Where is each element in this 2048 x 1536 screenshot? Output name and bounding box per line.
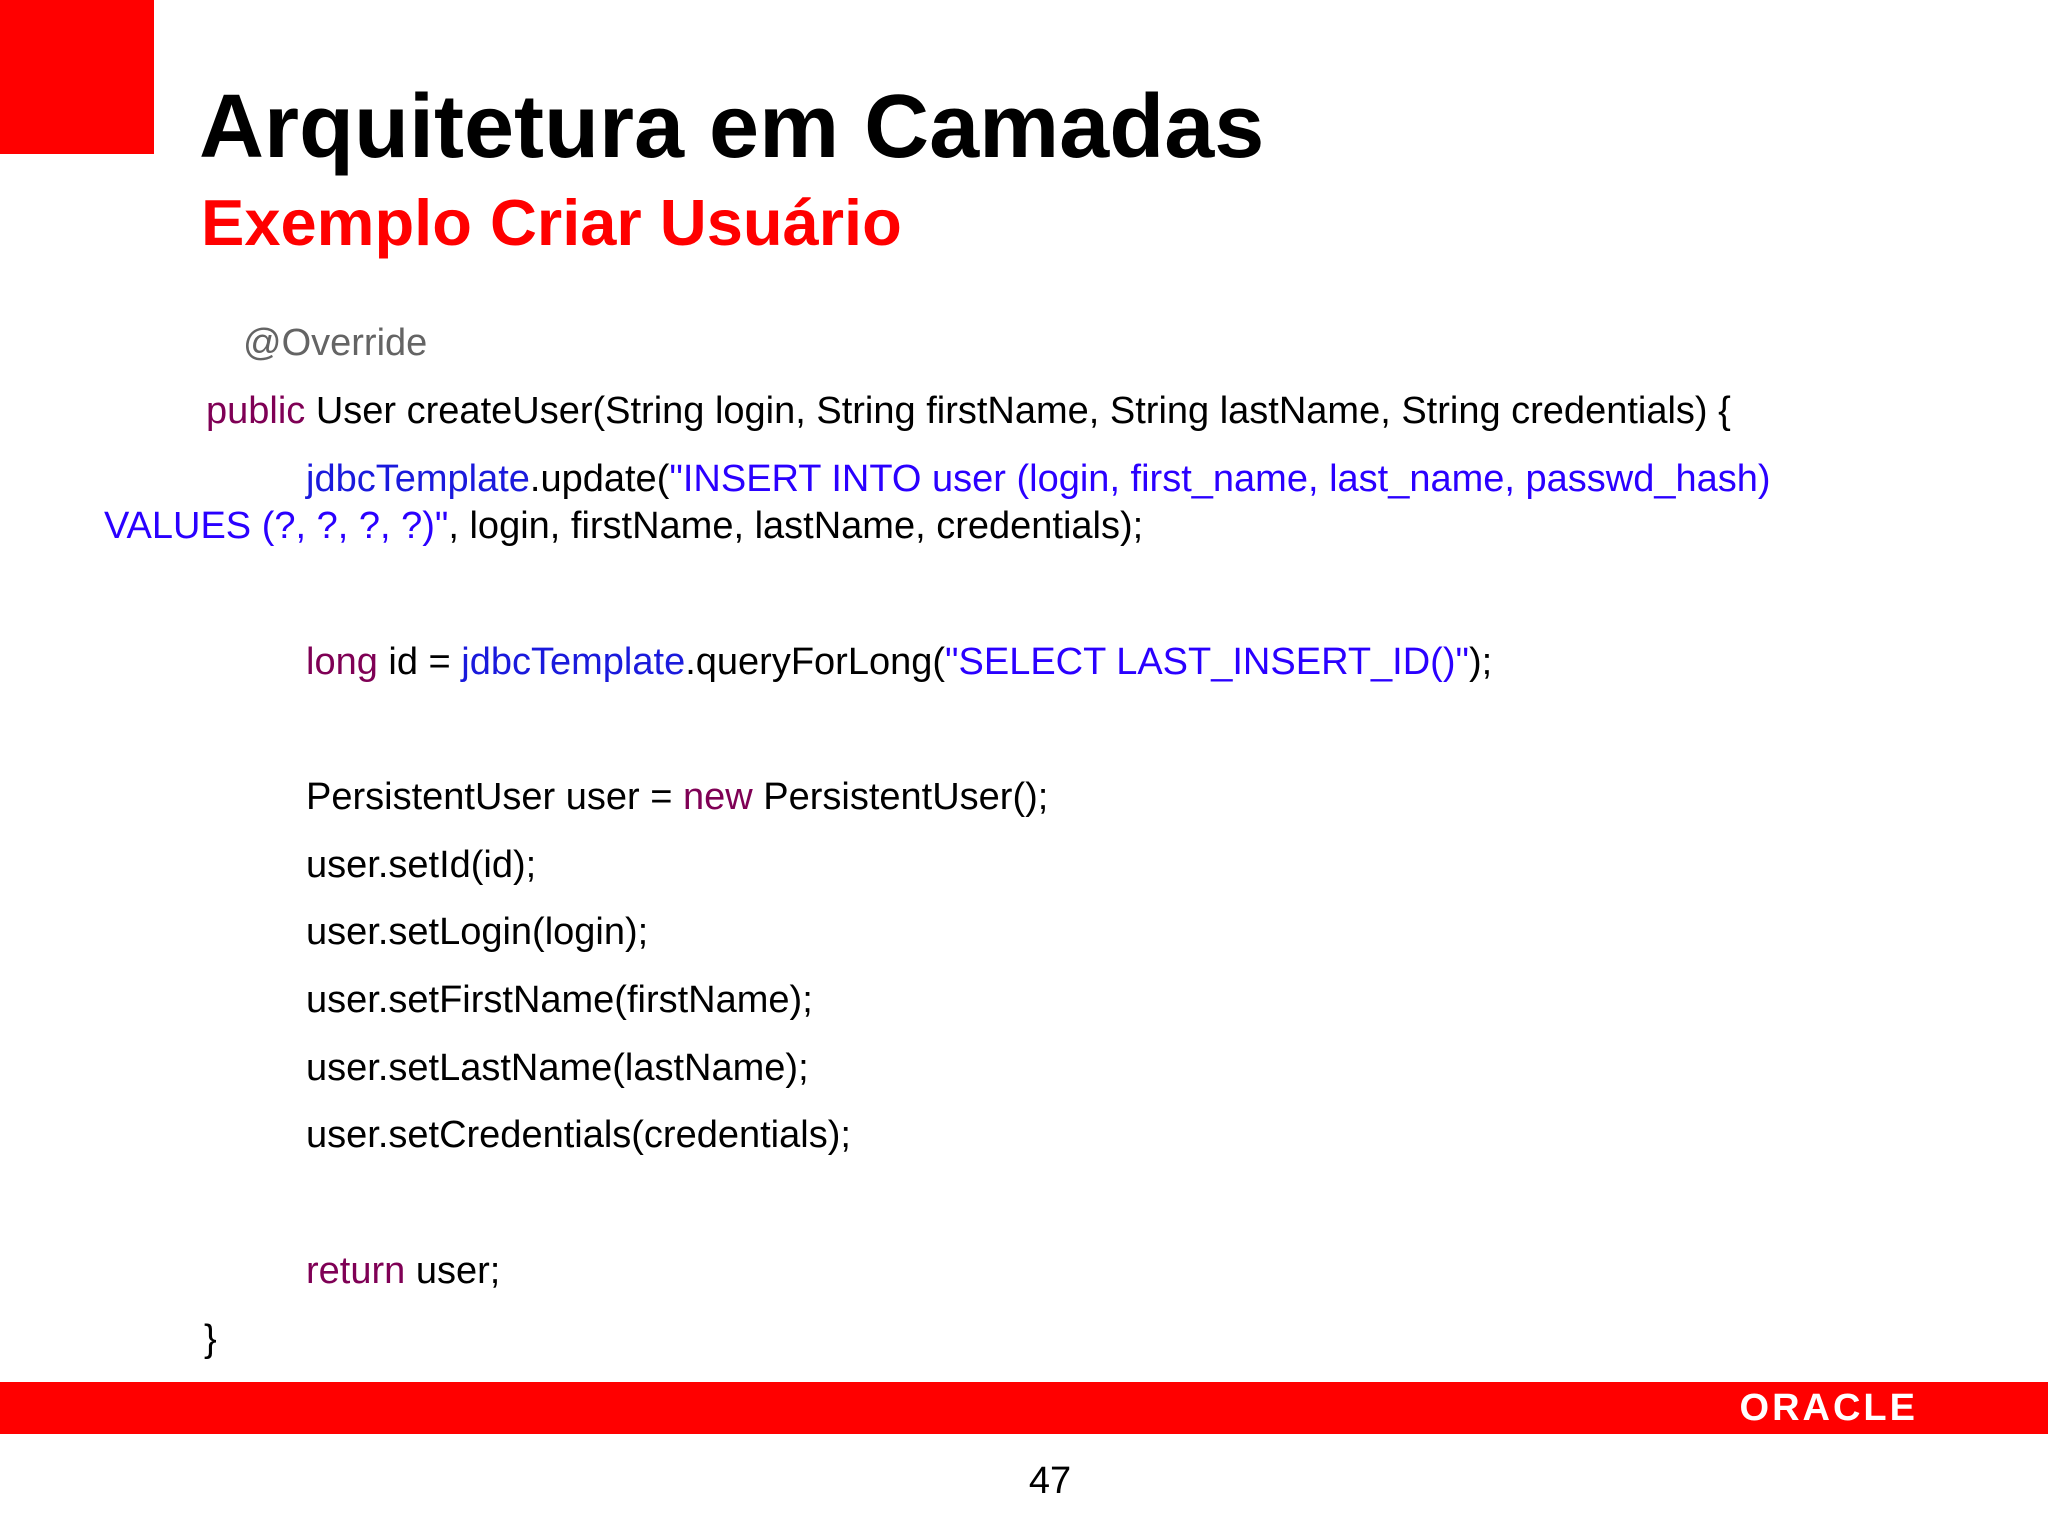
- set-login-text: user.setLogin(login);: [306, 911, 649, 953]
- code-line-set-credentials: [306, 1116, 851, 1154]
- page-number: 47: [1028, 1460, 1072, 1502]
- corner-accent-block: [0, 0, 154, 154]
- closing-brace: }: [204, 1318, 217, 1360]
- set-credentials-text: user.setCredentials(credentials);: [306, 1114, 851, 1156]
- constructor-call: PersistentUser();: [752, 776, 1049, 818]
- code-line-return: [306, 1252, 500, 1290]
- sql-insert-string: "INSERT INTO user (login, first_name, last_name, passwd_hash): [669, 458, 1771, 500]
- set-id-text: user.setId(id);: [306, 844, 537, 886]
- query-call: .queryForLong(: [685, 641, 946, 683]
- slide-title: Arquitetura em Camadas: [199, 77, 1265, 177]
- code-line-annotation: [243, 324, 427, 362]
- code-line-set-id: [306, 846, 536, 884]
- code-line-closing-brace: [204, 1320, 217, 1358]
- sql-select-string: "SELECT LAST_INSERT_ID()": [945, 641, 1469, 683]
- code-line-new-user: [306, 778, 1048, 816]
- user-decl: PersistentUser user =: [306, 776, 683, 818]
- code-line-update-values: [104, 507, 1143, 545]
- footer-bar: [0, 1382, 2048, 1434]
- field-jdbc-template-2: jdbcTemplate: [461, 641, 686, 683]
- code-line-set-last-name: [306, 1049, 809, 1087]
- set-first-name-text: user.setFirstName(firstName);: [306, 979, 813, 1021]
- return-value: user;: [405, 1250, 501, 1292]
- field-jdbc-template: jdbcTemplate: [306, 458, 530, 500]
- keyword-return: return: [306, 1250, 406, 1292]
- code-line-method-signature: [206, 392, 1731, 430]
- query-close: );: [1468, 641, 1493, 683]
- oracle-logo: ORACLE: [1739, 1387, 1918, 1429]
- code-line-query-id: [306, 643, 1492, 681]
- update-call: .update(: [529, 458, 670, 500]
- code-line-set-first-name: [306, 981, 813, 1019]
- code-line-set-login: [306, 913, 648, 951]
- keyword-long: long: [306, 641, 378, 683]
- sql-values-string: VALUES (?, ?, ?, ?)": [104, 505, 449, 547]
- signature-text: User createUser(String login, String firstName, String lastName, String credentials) {: [305, 390, 1731, 432]
- keyword-new: new: [682, 776, 753, 818]
- code-line-update-call: [306, 460, 1771, 498]
- annotation-token: @Override: [243, 322, 428, 364]
- keyword-public: public: [206, 390, 306, 432]
- set-last-name-text: user.setLastName(lastName);: [306, 1047, 809, 1089]
- id-assign: id =: [377, 641, 462, 683]
- update-args: , login, firstName, lastName, credentials);: [448, 505, 1144, 547]
- slide-subtitle: Exemplo Criar Usuário: [201, 186, 902, 259]
